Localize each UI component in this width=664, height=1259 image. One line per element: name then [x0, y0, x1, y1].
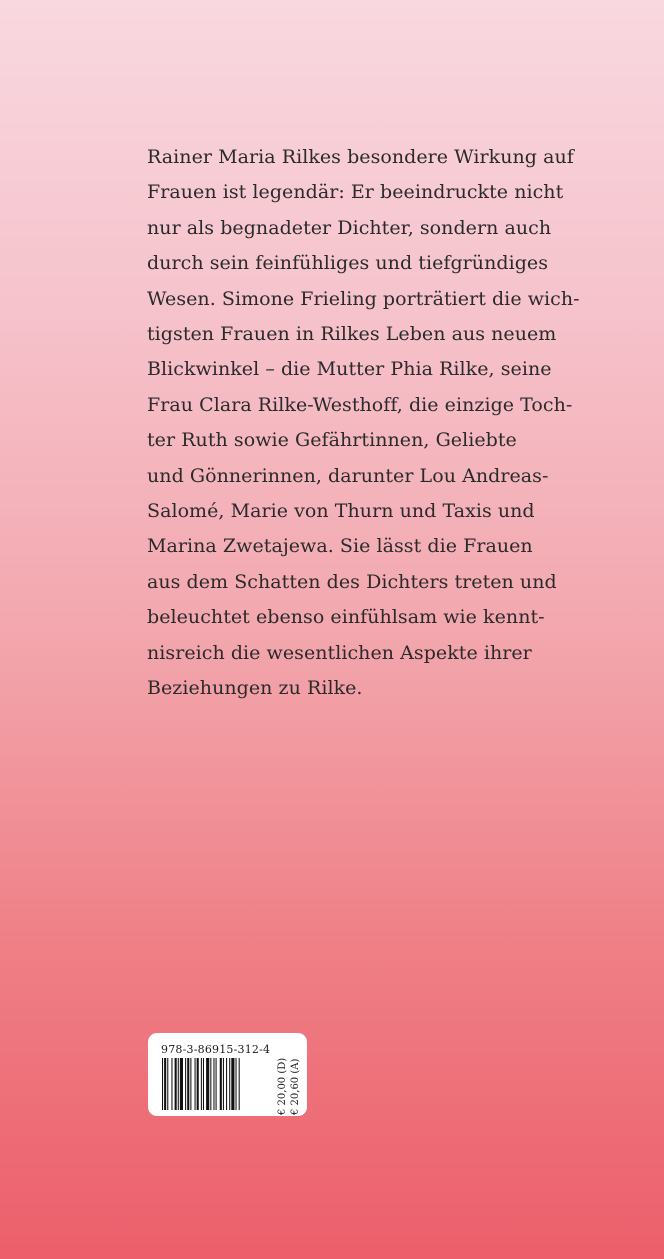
blurb-line: Rainer Maria Rilkes besondere Wirkung auf: [147, 146, 574, 168]
isbn-number: 978-3-86915-312-4: [161, 1043, 271, 1056]
price-block: [276, 1039, 306, 1115]
blurb-line: beleuchtet ebenso einfühlsam wie kennt-: [147, 606, 545, 629]
blurb-line: Salomé, Marie von Thurn und Taxis und: [147, 500, 535, 523]
blurb-line: Marina Zwetajewa. Sie lässt die Frauen: [147, 535, 533, 558]
blurb-line: Frau Clara Rilke-Westhoff, die einzige Toch-: [147, 393, 573, 416]
price-austria: € 20,60 (A): [290, 1058, 301, 1115]
blurb-line: Wesen. Simone Frieling porträtiert die wich-: [147, 287, 580, 310]
blurb-line: und Gönnerinnen, darunter Lou Andreas-: [147, 464, 549, 487]
barcode-label: [148, 1033, 307, 1116]
blurb-line: Beziehungen zu Rilke.: [147, 677, 363, 700]
blurb-line: Blickwinkel – die Mutter Phia Rilke, seine: [147, 358, 552, 381]
blurb-line: nur als begnadeter Dichter, sondern auch: [147, 216, 552, 239]
blurb-line: Frauen ist legendär: Er beeindruckte nicht: [147, 181, 564, 204]
blurb-line: tigsten Frauen in Rilkes Leben aus neuem: [147, 323, 557, 346]
blurb-text: [147, 140, 580, 707]
blurb-line: durch sein feinfühliges und tiefgründiges: [147, 252, 549, 275]
blurb-line: nisreich die wesentlichen Aspekte ihrer: [147, 641, 532, 664]
blurb-line: aus dem Schatten des Dichters treten und: [147, 570, 557, 593]
barcode-bars: [162, 1058, 278, 1110]
blurb-line: ter Ruth sowie Gefährtinnen, Geliebte: [147, 429, 517, 452]
price-germany: € 20,00 (D): [277, 1057, 288, 1115]
